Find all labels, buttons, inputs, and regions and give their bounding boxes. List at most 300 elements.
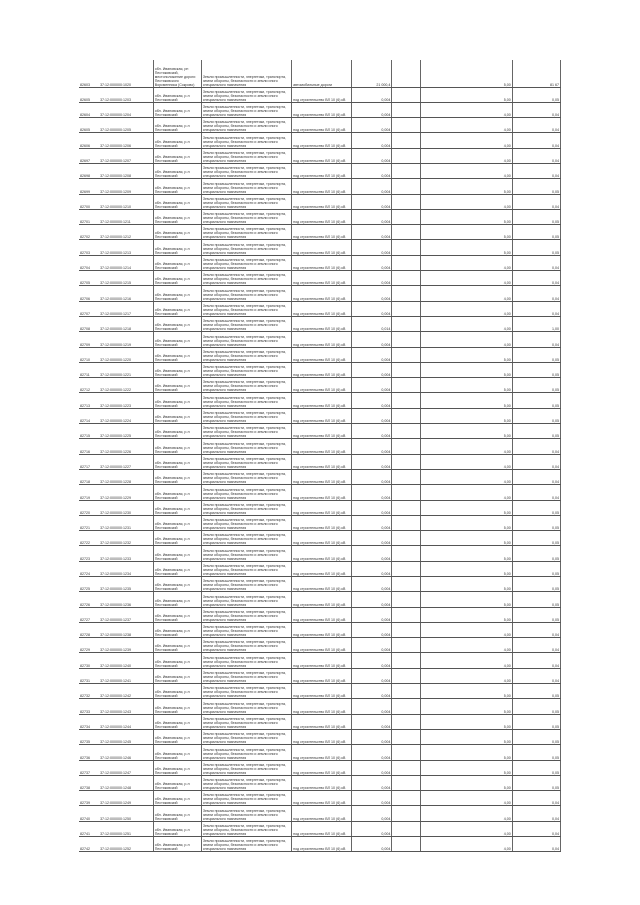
- empty-cell: [392, 469, 420, 484]
- value-cell: 0,04: [512, 332, 560, 347]
- area-cell: 0,004: [352, 791, 392, 806]
- address-cell: обл. Ивановская, р-н Пестяковский: [153, 638, 201, 653]
- cadastral-number: 37:12:000000:1247: [99, 760, 153, 775]
- empty-cell: [392, 118, 420, 133]
- rate-cell: 5,00: [420, 500, 512, 515]
- address-cell: обл. Ивановская, р-н Пестяковский: [153, 684, 201, 699]
- land-category-cell: Земли промышленности, энергетики, транспорта, земли обороны, безопасности и земли иного специального назначения: [201, 546, 291, 561]
- row-number: 82703: [79, 240, 99, 255]
- rate-cell: 4,00: [420, 622, 512, 637]
- row-number: 82731: [79, 668, 99, 683]
- permitted-use-cell: под строительство ВЛ 10 (6) кВ: [292, 194, 352, 209]
- cadastral-number: 37:12:000000:1227: [99, 454, 153, 469]
- area-cell: 0,004: [352, 347, 392, 362]
- land-category-cell: Земли промышленности, энергетики, транспорта, земли обороны, безопасности и земли иного специального назначения: [201, 118, 291, 133]
- address-cell: обл. Ивановская, р-н Пестяковский: [153, 271, 201, 286]
- land-category-cell: Земли промышленности, энергетики, транспорта, земли обороны, безопасности и земли иного специального назначения: [201, 225, 291, 240]
- land-category-cell: Земли промышленности, энергетики, транспорта, земли обороны, безопасности и земли иного специального назначения: [201, 775, 291, 790]
- area-cell: 0,004: [352, 760, 392, 775]
- area-cell: 0,004: [352, 653, 392, 668]
- permitted-use-cell: под строительство ВЛ 10 (6) кВ: [292, 332, 352, 347]
- area-cell: 0,004: [352, 179, 392, 194]
- cadastral-number: 37:12:000000:1205: [99, 118, 153, 133]
- empty-cell: [392, 454, 420, 469]
- row-number: 82704: [79, 255, 99, 270]
- rate-cell: 4,00: [420, 102, 512, 117]
- row-number: 82605: [79, 118, 99, 133]
- permitted-use-cell: под строительство ВЛ 10 (6) кВ: [292, 485, 352, 500]
- value-cell: 81 67: [512, 60, 560, 87]
- permitted-use-cell: под строительство ВЛ 10 (6) кВ: [292, 408, 352, 423]
- address-cell: обл. Ивановская, р-н Пестяковский: [153, 546, 201, 561]
- value-cell: 0,04: [512, 454, 560, 469]
- address-cell: обл. Ивановская, р-н Пестяковский: [153, 775, 201, 790]
- empty-cell: [392, 301, 420, 316]
- empty-cell: [392, 500, 420, 515]
- empty-cell: [392, 546, 420, 561]
- rate-cell: 4,00: [420, 454, 512, 469]
- land-category-cell: Земли промышленности, энергетики, транспорта, земли обороны, безопасности и земли иного специального назначения: [201, 561, 291, 576]
- table-row: [79, 87, 561, 102]
- address-cell: обл. Ивановская, р-н Пестяковский: [153, 622, 201, 637]
- area-cell: 0,004: [352, 531, 392, 546]
- address-cell: обл. Ивановская, р-н Пестяковский: [153, 102, 201, 117]
- address-cell: обл. Ивановская, р-н Пестяковский: [153, 255, 201, 270]
- address-cell: обл. Ивановская, р-н Пестяковский: [153, 469, 201, 484]
- rate-cell: 5,00: [420, 347, 512, 362]
- empty-cell: [392, 179, 420, 194]
- land-category-cell: Земли промышленности, энергетики, транспорта, земли обороны, безопасности и земли иного специального назначения: [201, 531, 291, 546]
- permitted-use-cell: под строительство ВЛ 10 (6) кВ: [292, 561, 352, 576]
- table-row: [79, 469, 561, 484]
- rate-cell: 5,00: [420, 577, 512, 592]
- land-category-cell: Земли промышленности, энергетики, транспорта, земли обороны, безопасности и земли иного специального назначения: [201, 148, 291, 163]
- land-category-cell: Земли промышленности, энергетики, транспорта, земли обороны, безопасности и земли иного специального назначения: [201, 408, 291, 423]
- land-category-cell: Земли промышленности, энергетики, транспорта, земли обороны, безопасности и земли иного специального назначения: [201, 163, 291, 178]
- rate-cell: 4,00: [420, 469, 512, 484]
- address-cell: обл. Ивановская, р-н Пестяковский: [153, 148, 201, 163]
- permitted-use-cell: под строительство ВЛ 10 (6) кВ: [292, 133, 352, 148]
- land-category-cell: Земли промышленности, энергетики, транспорта, земли обороны, безопасности и земли иного специального назначения: [201, 255, 291, 270]
- value-cell: 0,05: [512, 684, 560, 699]
- value-cell: 0,05: [512, 225, 560, 240]
- address-cell: обл. Ивановская, р-н Пестяковский: [153, 225, 201, 240]
- address-cell: обл. Ивановская, р-н Пестяковский: [153, 760, 201, 775]
- address-cell: обл. Ивановская, р-н Пестяковский: [153, 133, 201, 148]
- row-number: 82603: [79, 60, 99, 87]
- cadastral-number: 37:12:000000:1220: [99, 347, 153, 362]
- value-cell: 0,05: [512, 424, 560, 439]
- rate-cell: 5,00: [420, 592, 512, 607]
- land-category-cell: Земли промышленности, энергетики, транспорта, земли обороны, безопасности и земли иного специального назначения: [201, 60, 291, 87]
- area-cell: 0,004: [352, 378, 392, 393]
- cadastral-number: 37:12:000000:1217: [99, 301, 153, 316]
- cadastral-number: 37:12:000000:1235: [99, 577, 153, 592]
- cadastral-number: 37:12:000000:1203: [99, 87, 153, 102]
- empty-cell: [392, 316, 420, 331]
- address-cell: обл. Ивановская, р-н Пестяковский: [153, 240, 201, 255]
- area-cell: 0,004: [352, 255, 392, 270]
- empty-cell: [392, 577, 420, 592]
- area-cell: 0,004: [352, 362, 392, 377]
- cadastral-number: 37:12:000000:1234: [99, 561, 153, 576]
- address-cell: обл. Ивановская, р-н Пестяковский: [153, 806, 201, 821]
- table-row: [79, 515, 561, 530]
- empty-cell: [392, 531, 420, 546]
- permitted-use-cell: под строительство ВЛ 10 (6) кВ: [292, 148, 352, 163]
- row-number: 82721: [79, 515, 99, 530]
- empty-cell: [392, 286, 420, 301]
- permitted-use-cell: под строительство ВЛ 10 (6) кВ: [292, 225, 352, 240]
- empty-cell: [392, 148, 420, 163]
- permitted-use-cell: под строительство ВЛ 10 (6) кВ: [292, 791, 352, 806]
- row-number: 82741: [79, 821, 99, 836]
- land-category-cell: Земли промышленности, энергетики, транспорта, земли обороны, безопасности и земли иного специального назначения: [201, 209, 291, 224]
- table-row: [79, 163, 561, 178]
- value-cell: 0,04: [512, 271, 560, 286]
- cadastral-number: 37:12:000000:1020: [99, 60, 153, 87]
- land-category-cell: Земли промышленности, энергетики, транспорта, земли обороны, безопасности и земли иного специального назначения: [201, 760, 291, 775]
- row-number: 82733: [79, 699, 99, 714]
- permitted-use-cell: под строительство ВЛ 10 (6) кВ: [292, 316, 352, 331]
- cadastral-number: 37:12:000000:1223: [99, 393, 153, 408]
- land-category-cell: Земли промышленности, энергетики, транспорта, земли обороны, безопасности и земли иного специального назначения: [201, 485, 291, 500]
- empty-cell: [392, 424, 420, 439]
- cadastral-number: 37:12:000000:1233: [99, 546, 153, 561]
- area-cell: 0,004: [352, 163, 392, 178]
- table-row: [79, 607, 561, 622]
- address-cell: обл. Ивановская, р-н Пестяковский: [153, 286, 201, 301]
- address-cell: обл. Ивановская, р-н Пестяковский: [153, 179, 201, 194]
- land-category-cell: Земли промышленности, энергетики, транспорта, земли обороны, безопасности и земли иного специального назначения: [201, 301, 291, 316]
- empty-cell: [392, 332, 420, 347]
- value-cell: 0,04: [512, 194, 560, 209]
- land-category-cell: Земли промышленности, энергетики, транспорта, земли обороны, безопасности и земли иного специального назначения: [201, 378, 291, 393]
- permitted-use-cell: под строительство ВЛ 10 (6) кВ: [292, 163, 352, 178]
- row-number: 82604: [79, 102, 99, 117]
- area-cell: 0,004: [352, 408, 392, 423]
- empty-cell: [392, 760, 420, 775]
- address-cell: обл. Ивановская, р-н Пестяковский: [153, 577, 201, 592]
- rate-cell: 4,00: [420, 806, 512, 821]
- rate-cell: 4,00: [420, 163, 512, 178]
- table-row: [79, 225, 561, 240]
- permitted-use-cell: под строительство ВЛ 10 (6) кВ: [292, 775, 352, 790]
- area-cell: 0,004: [352, 668, 392, 683]
- value-cell: 0,05: [512, 362, 560, 377]
- cadastral-number: 37:12:000000:1246: [99, 745, 153, 760]
- area-cell: 0,004: [352, 546, 392, 561]
- row-number: 82710: [79, 347, 99, 362]
- rate-cell: 4,00: [420, 194, 512, 209]
- permitted-use-cell: под строительство ВЛ 10 (6) кВ: [292, 179, 352, 194]
- cadastral-number: 37:12:000000:1240: [99, 653, 153, 668]
- area-cell: 0,004: [352, 729, 392, 744]
- value-cell: 0,04: [512, 469, 560, 484]
- empty-cell: [392, 607, 420, 622]
- permitted-use-cell: под строительство ВЛ 10 (6) кВ: [292, 622, 352, 637]
- area-cell: 0,004: [352, 775, 392, 790]
- value-cell: 0,04: [512, 301, 560, 316]
- rate-cell: 5,00: [420, 393, 512, 408]
- table-row: [79, 286, 561, 301]
- table-row: [79, 240, 561, 255]
- value-cell: 0,04: [512, 439, 560, 454]
- cadastral-number: 37:12:000000:1252: [99, 837, 153, 852]
- cadastral-number: 37:12:000000:1250: [99, 806, 153, 821]
- table-row: [79, 118, 561, 133]
- table-row: [79, 485, 561, 500]
- table-row: [79, 102, 561, 117]
- rate-cell: 5,00: [420, 745, 512, 760]
- land-category-cell: Земли промышленности, энергетики, транспорта, земли обороны, безопасности и земли иного специального назначения: [201, 347, 291, 362]
- address-cell: обл. Ивановская, р-н Пестяковский: [153, 424, 201, 439]
- permitted-use-cell: под строительство ВЛ 10 (6) кВ: [292, 531, 352, 546]
- row-number: 82702: [79, 225, 99, 240]
- land-category-cell: Земли промышленности, энергетики, транспорта, земли обороны, безопасности и земли иного специального назначения: [201, 362, 291, 377]
- empty-cell: [392, 561, 420, 576]
- rate-cell: 5,00: [420, 760, 512, 775]
- table-row: [79, 760, 561, 775]
- rate-cell: 4,00: [420, 118, 512, 133]
- area-cell: 21 000,4: [352, 60, 392, 87]
- address-cell: обл. Ивановская, рн Пестяковский, местоположение дороги Пестяковского Ворсменника (Сокрово): [153, 60, 201, 87]
- land-category-cell: Земли промышленности, энергетики, транспорта, земли обороны, безопасности и земли иного специального назначения: [201, 622, 291, 637]
- table-row: [79, 546, 561, 561]
- rate-cell: 5,00: [420, 531, 512, 546]
- empty-cell: [392, 408, 420, 423]
- row-number: 82716: [79, 439, 99, 454]
- land-category-cell: Земли промышленности, энергетики, транспорта, земли обороны, безопасности и земли иного специального назначения: [201, 286, 291, 301]
- address-cell: обл. Ивановская, р-н Пестяковский: [153, 699, 201, 714]
- empty-cell: [392, 194, 420, 209]
- rate-cell: 5,00: [420, 60, 512, 87]
- cadastral-number: 37:12:000000:1212: [99, 225, 153, 240]
- table-row: [79, 148, 561, 163]
- permitted-use-cell: под строительство ВЛ 10 (6) кВ: [292, 301, 352, 316]
- land-category-cell: Земли промышленности, энергетики, транспорта, земли обороны, безопасности и земли иного специального назначения: [201, 87, 291, 102]
- address-cell: обл. Ивановская, р-н Пестяковский: [153, 745, 201, 760]
- permitted-use-cell: под строительство ВЛ 10 (6) кВ: [292, 87, 352, 102]
- area-cell: 0,004: [352, 806, 392, 821]
- rate-cell: 5,00: [420, 546, 512, 561]
- value-cell: 0,04: [512, 837, 560, 852]
- land-category-cell: Земли промышленности, энергетики, транспорта, земли обороны, безопасности и земли иного специального назначения: [201, 837, 291, 852]
- empty-cell: [392, 653, 420, 668]
- area-cell: 0,004: [352, 745, 392, 760]
- permitted-use-cell: под строительство ВЛ 10 (6) кВ: [292, 806, 352, 821]
- area-cell: 0,004: [352, 592, 392, 607]
- value-cell: 0,04: [512, 102, 560, 117]
- address-cell: обл. Ивановская, р-н Пестяковский: [153, 87, 201, 102]
- empty-cell: [392, 699, 420, 714]
- value-cell: 0,04: [512, 133, 560, 148]
- permitted-use-cell: автомобильные дороги: [292, 60, 352, 87]
- land-category-cell: Земли промышленности, энергетики, транспорта, земли обороны, безопасности и земли иного специального назначения: [201, 684, 291, 699]
- address-cell: обл. Ивановская, р-н Пестяковский: [153, 531, 201, 546]
- address-cell: обл. Ивановская, р-н Пестяковский: [153, 439, 201, 454]
- table-row: [79, 454, 561, 469]
- row-number: 82723: [79, 546, 99, 561]
- table-row: [79, 745, 561, 760]
- table-row: [79, 531, 561, 546]
- value-cell: 0,05: [512, 393, 560, 408]
- area-cell: 0,004: [352, 424, 392, 439]
- rate-cell: 4,00: [420, 439, 512, 454]
- permitted-use-cell: под строительство ВЛ 10 (6) кВ: [292, 684, 352, 699]
- row-number: 82713: [79, 393, 99, 408]
- row-number: 82708: [79, 316, 99, 331]
- address-cell: обл. Ивановская, р-н Пестяковский: [153, 332, 201, 347]
- table-row: [79, 424, 561, 439]
- permitted-use-cell: под строительство ВЛ 10 (6) кВ: [292, 118, 352, 133]
- cadastral-number: 37:12:000000:1242: [99, 684, 153, 699]
- row-number: 82718: [79, 469, 99, 484]
- land-category-cell: Земли промышленности, энергетики, транспорта, земли обороны, безопасности и земли иного специального назначения: [201, 638, 291, 653]
- empty-cell: [392, 775, 420, 790]
- value-cell: 0,05: [512, 607, 560, 622]
- land-category-cell: Земли промышленности, энергетики, транспорта, земли обороны, безопасности и земли иного специального назначения: [201, 393, 291, 408]
- row-number: 82735: [79, 729, 99, 744]
- empty-cell: [392, 806, 420, 821]
- land-category-cell: Земли промышленности, энергетики, транспорта, земли обороны, безопасности и земли иного специального назначения: [201, 806, 291, 821]
- empty-cell: [392, 362, 420, 377]
- row-number: 82714: [79, 408, 99, 423]
- permitted-use-cell: под строительство ВЛ 10 (6) кВ: [292, 592, 352, 607]
- table-row: [79, 271, 561, 286]
- permitted-use-cell: под строительство ВЛ 10 (6) кВ: [292, 714, 352, 729]
- area-cell: 0,004: [352, 87, 392, 102]
- permitted-use-cell: под строительство ВЛ 10 (6) кВ: [292, 500, 352, 515]
- row-number: 82742: [79, 837, 99, 852]
- cadastral-number: 37:12:000000:1207: [99, 148, 153, 163]
- land-category-cell: Земли промышленности, энергетики, транспорта, земли обороны, безопасности и земли иного специального назначения: [201, 316, 291, 331]
- row-number: 82719: [79, 485, 99, 500]
- area-cell: 0,004: [352, 225, 392, 240]
- rate-cell: 5,00: [420, 87, 512, 102]
- area-cell: 0,004: [352, 500, 392, 515]
- table-body: [79, 60, 561, 852]
- permitted-use-cell: под строительство ВЛ 10 (6) кВ: [292, 454, 352, 469]
- area-cell: 0,004: [352, 561, 392, 576]
- row-number: 82707: [79, 301, 99, 316]
- address-cell: обл. Ивановская, р-н Пестяковский: [153, 607, 201, 622]
- land-category-cell: Земли промышленности, энергетики, транспорта, земли обороны, безопасности и земли иного специального назначения: [201, 791, 291, 806]
- table-row: [79, 439, 561, 454]
- empty-cell: [392, 714, 420, 729]
- permitted-use-cell: под строительство ВЛ 10 (6) кВ: [292, 638, 352, 653]
- area-cell: 0,004: [352, 454, 392, 469]
- row-number: 82734: [79, 714, 99, 729]
- table-row: [79, 316, 561, 331]
- rate-cell: 5,00: [420, 729, 512, 744]
- row-number: 82605: [79, 87, 99, 102]
- value-cell: 0,05: [512, 378, 560, 393]
- address-cell: обл. Ивановская, р-н Пестяковский: [153, 791, 201, 806]
- table-row: [79, 347, 561, 362]
- rate-cell: 4,00: [420, 821, 512, 836]
- row-number: 82730: [79, 653, 99, 668]
- row-number: 82717: [79, 454, 99, 469]
- land-category-cell: Земли промышленности, энергетики, транспорта, земли обороны, безопасности и земли иного специального назначения: [201, 240, 291, 255]
- cadastral-number: 37:12:000000:1224: [99, 408, 153, 423]
- address-cell: обл. Ивановская, р-н Пестяковский: [153, 485, 201, 500]
- address-cell: обл. Ивановская, р-н Пестяковский: [153, 729, 201, 744]
- row-number: 82709: [79, 332, 99, 347]
- land-category-cell: Земли промышленности, энергетики, транспорта, земли обороны, безопасности и земли иного специального назначения: [201, 500, 291, 515]
- area-cell: 0,004: [352, 577, 392, 592]
- row-number: 82700: [79, 194, 99, 209]
- land-category-cell: Земли промышленности, энергетики, транспорта, земли обороны, безопасности и земли иного специального назначения: [201, 699, 291, 714]
- empty-cell: [392, 209, 420, 224]
- empty-cell: [392, 745, 420, 760]
- value-cell: 0,05: [512, 760, 560, 775]
- rate-cell: 4,00: [420, 286, 512, 301]
- address-cell: обл. Ивановская, р-н Пестяковский: [153, 378, 201, 393]
- table-row: [79, 577, 561, 592]
- land-category-cell: Земли промышленности, энергетики, транспорта, земли обороны, безопасности и земли иного специального назначения: [201, 133, 291, 148]
- value-cell: 0,05: [512, 347, 560, 362]
- rate-cell: 4,00: [420, 332, 512, 347]
- permitted-use-cell: под строительство ВЛ 10 (6) кВ: [292, 837, 352, 852]
- rate-cell: 4,00: [420, 316, 512, 331]
- area-cell: 0,004: [352, 821, 392, 836]
- value-cell: 0,04: [512, 163, 560, 178]
- table-row: [79, 638, 561, 653]
- table-row: [79, 133, 561, 148]
- value-cell: 0,05: [512, 592, 560, 607]
- empty-cell: [392, 347, 420, 362]
- cadastral-number: 37:12:000000:1225: [99, 424, 153, 439]
- permitted-use-cell: под строительство ВЛ 10 (6) кВ: [292, 745, 352, 760]
- area-cell: 0,004: [352, 102, 392, 117]
- rate-cell: 4,00: [420, 255, 512, 270]
- empty-cell: [392, 271, 420, 286]
- land-category-cell: Земли промышленности, энергетики, транспорта, земли обороны, безопасности и земли иного специального назначения: [201, 469, 291, 484]
- land-category-cell: Земли промышленности, энергетики, транспорта, земли обороны, безопасности и земли иного специального назначения: [201, 592, 291, 607]
- rate-cell: 5,00: [420, 714, 512, 729]
- row-number: 82726: [79, 592, 99, 607]
- row-number: 82711: [79, 362, 99, 377]
- table-row: [79, 592, 561, 607]
- table-row: [79, 668, 561, 683]
- cadastral-number: 37:12:000000:1213: [99, 240, 153, 255]
- rate-cell: 5,00: [420, 225, 512, 240]
- empty-cell: [392, 60, 420, 87]
- address-cell: обл. Ивановская, р-н Пестяковский: [153, 454, 201, 469]
- table-row: [79, 791, 561, 806]
- area-cell: 0,004: [352, 714, 392, 729]
- area-cell: 0,004: [352, 209, 392, 224]
- table-row: [79, 408, 561, 423]
- row-number: 82727: [79, 607, 99, 622]
- land-category-cell: Земли промышленности, энергетики, транспорта, земли обороны, безопасности и земли иного специального назначения: [201, 577, 291, 592]
- empty-cell: [392, 837, 420, 852]
- rate-cell: 5,00: [420, 362, 512, 377]
- cadastral-number: 37:12:000000:1239: [99, 638, 153, 653]
- table-row: [79, 393, 561, 408]
- land-category-cell: Земли промышленности, энергетики, транспорта, земли обороны, безопасности и земли иного специального назначения: [201, 439, 291, 454]
- table-row: [79, 362, 561, 377]
- row-number: 82706: [79, 286, 99, 301]
- land-category-cell: Земли промышленности, энергетики, транспорта, земли обороны, безопасности и земли иного специального назначения: [201, 454, 291, 469]
- address-cell: обл. Ивановская, р-н Пестяковский: [153, 301, 201, 316]
- permitted-use-cell: под строительство ВЛ 10 (6) кВ: [292, 102, 352, 117]
- area-cell: 0,004: [352, 837, 392, 852]
- cadastral-number: 37:12:000000:1244: [99, 714, 153, 729]
- rate-cell: 5,00: [420, 378, 512, 393]
- cadastral-number: 37:12:000000:1231: [99, 515, 153, 530]
